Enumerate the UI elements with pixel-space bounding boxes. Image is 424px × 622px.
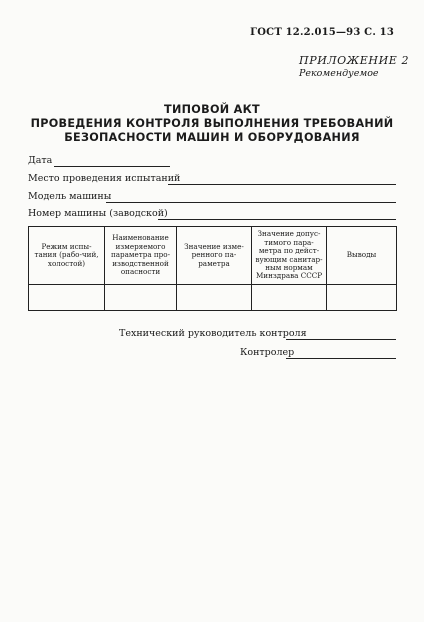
table-cell[interactable] xyxy=(252,285,327,311)
date-label: Дата xyxy=(28,155,53,166)
table-row xyxy=(29,285,397,311)
table-cell[interactable] xyxy=(105,285,177,311)
table-cell[interactable] xyxy=(177,285,252,311)
document-subtitle-line-1: ПРОВЕДЕНИЯ КОНТРОЛЯ ВЫПОЛНЕНИЯ ТРЕБОВАНИЙ xyxy=(30,117,394,130)
machine-model-label: Модель машины xyxy=(28,191,112,202)
standard-reference: ГОСТ 12.2.015—93 С. 13 xyxy=(250,27,394,38)
appendix-status: Рекомендуемое xyxy=(299,68,379,79)
table-header-row xyxy=(29,227,397,285)
column-header-parameter-name: Наименование измеряемого параметра про-изводственной опасности xyxy=(105,227,177,285)
table-cell[interactable] xyxy=(327,285,397,311)
machine-model-field[interactable] xyxy=(106,202,396,203)
document-title: ТИПОВОЙ АКТ xyxy=(164,103,260,116)
machine-number-label: Номер машины (заводской) xyxy=(28,208,168,219)
column-header-measured-value: Значение изме-ренного па-раметра xyxy=(177,227,252,285)
test-place-field[interactable] xyxy=(168,184,396,185)
tech-lead-label: Технический руководитель контроля xyxy=(119,328,307,339)
controller-label: Контролер xyxy=(240,347,295,358)
appendix-label: ПРИЛОЖЕНИЕ 2 xyxy=(299,54,410,67)
test-place-label: Место проведения испытаний xyxy=(28,173,181,184)
column-header-permissible-value: Значение допус-тимого пара-метра по дейст-вующим санитар-ным нормам Минздрава СССР xyxy=(252,227,327,285)
table-cell[interactable] xyxy=(29,285,105,311)
tech-lead-signature-field[interactable] xyxy=(286,339,396,340)
document-subtitle-line-2: БЕЗОПАСНОСТИ МАШИН И ОБОРУДОВАНИЯ xyxy=(64,131,360,144)
control-results-table xyxy=(28,226,397,311)
column-header-conclusions: Выводы xyxy=(327,227,397,285)
controller-signature-field[interactable] xyxy=(286,358,396,359)
column-header-test-mode: Режим испы-тания (рабо-чий, холостой) xyxy=(29,227,105,285)
machine-number-field[interactable] xyxy=(158,219,396,220)
date-field[interactable] xyxy=(54,166,170,167)
